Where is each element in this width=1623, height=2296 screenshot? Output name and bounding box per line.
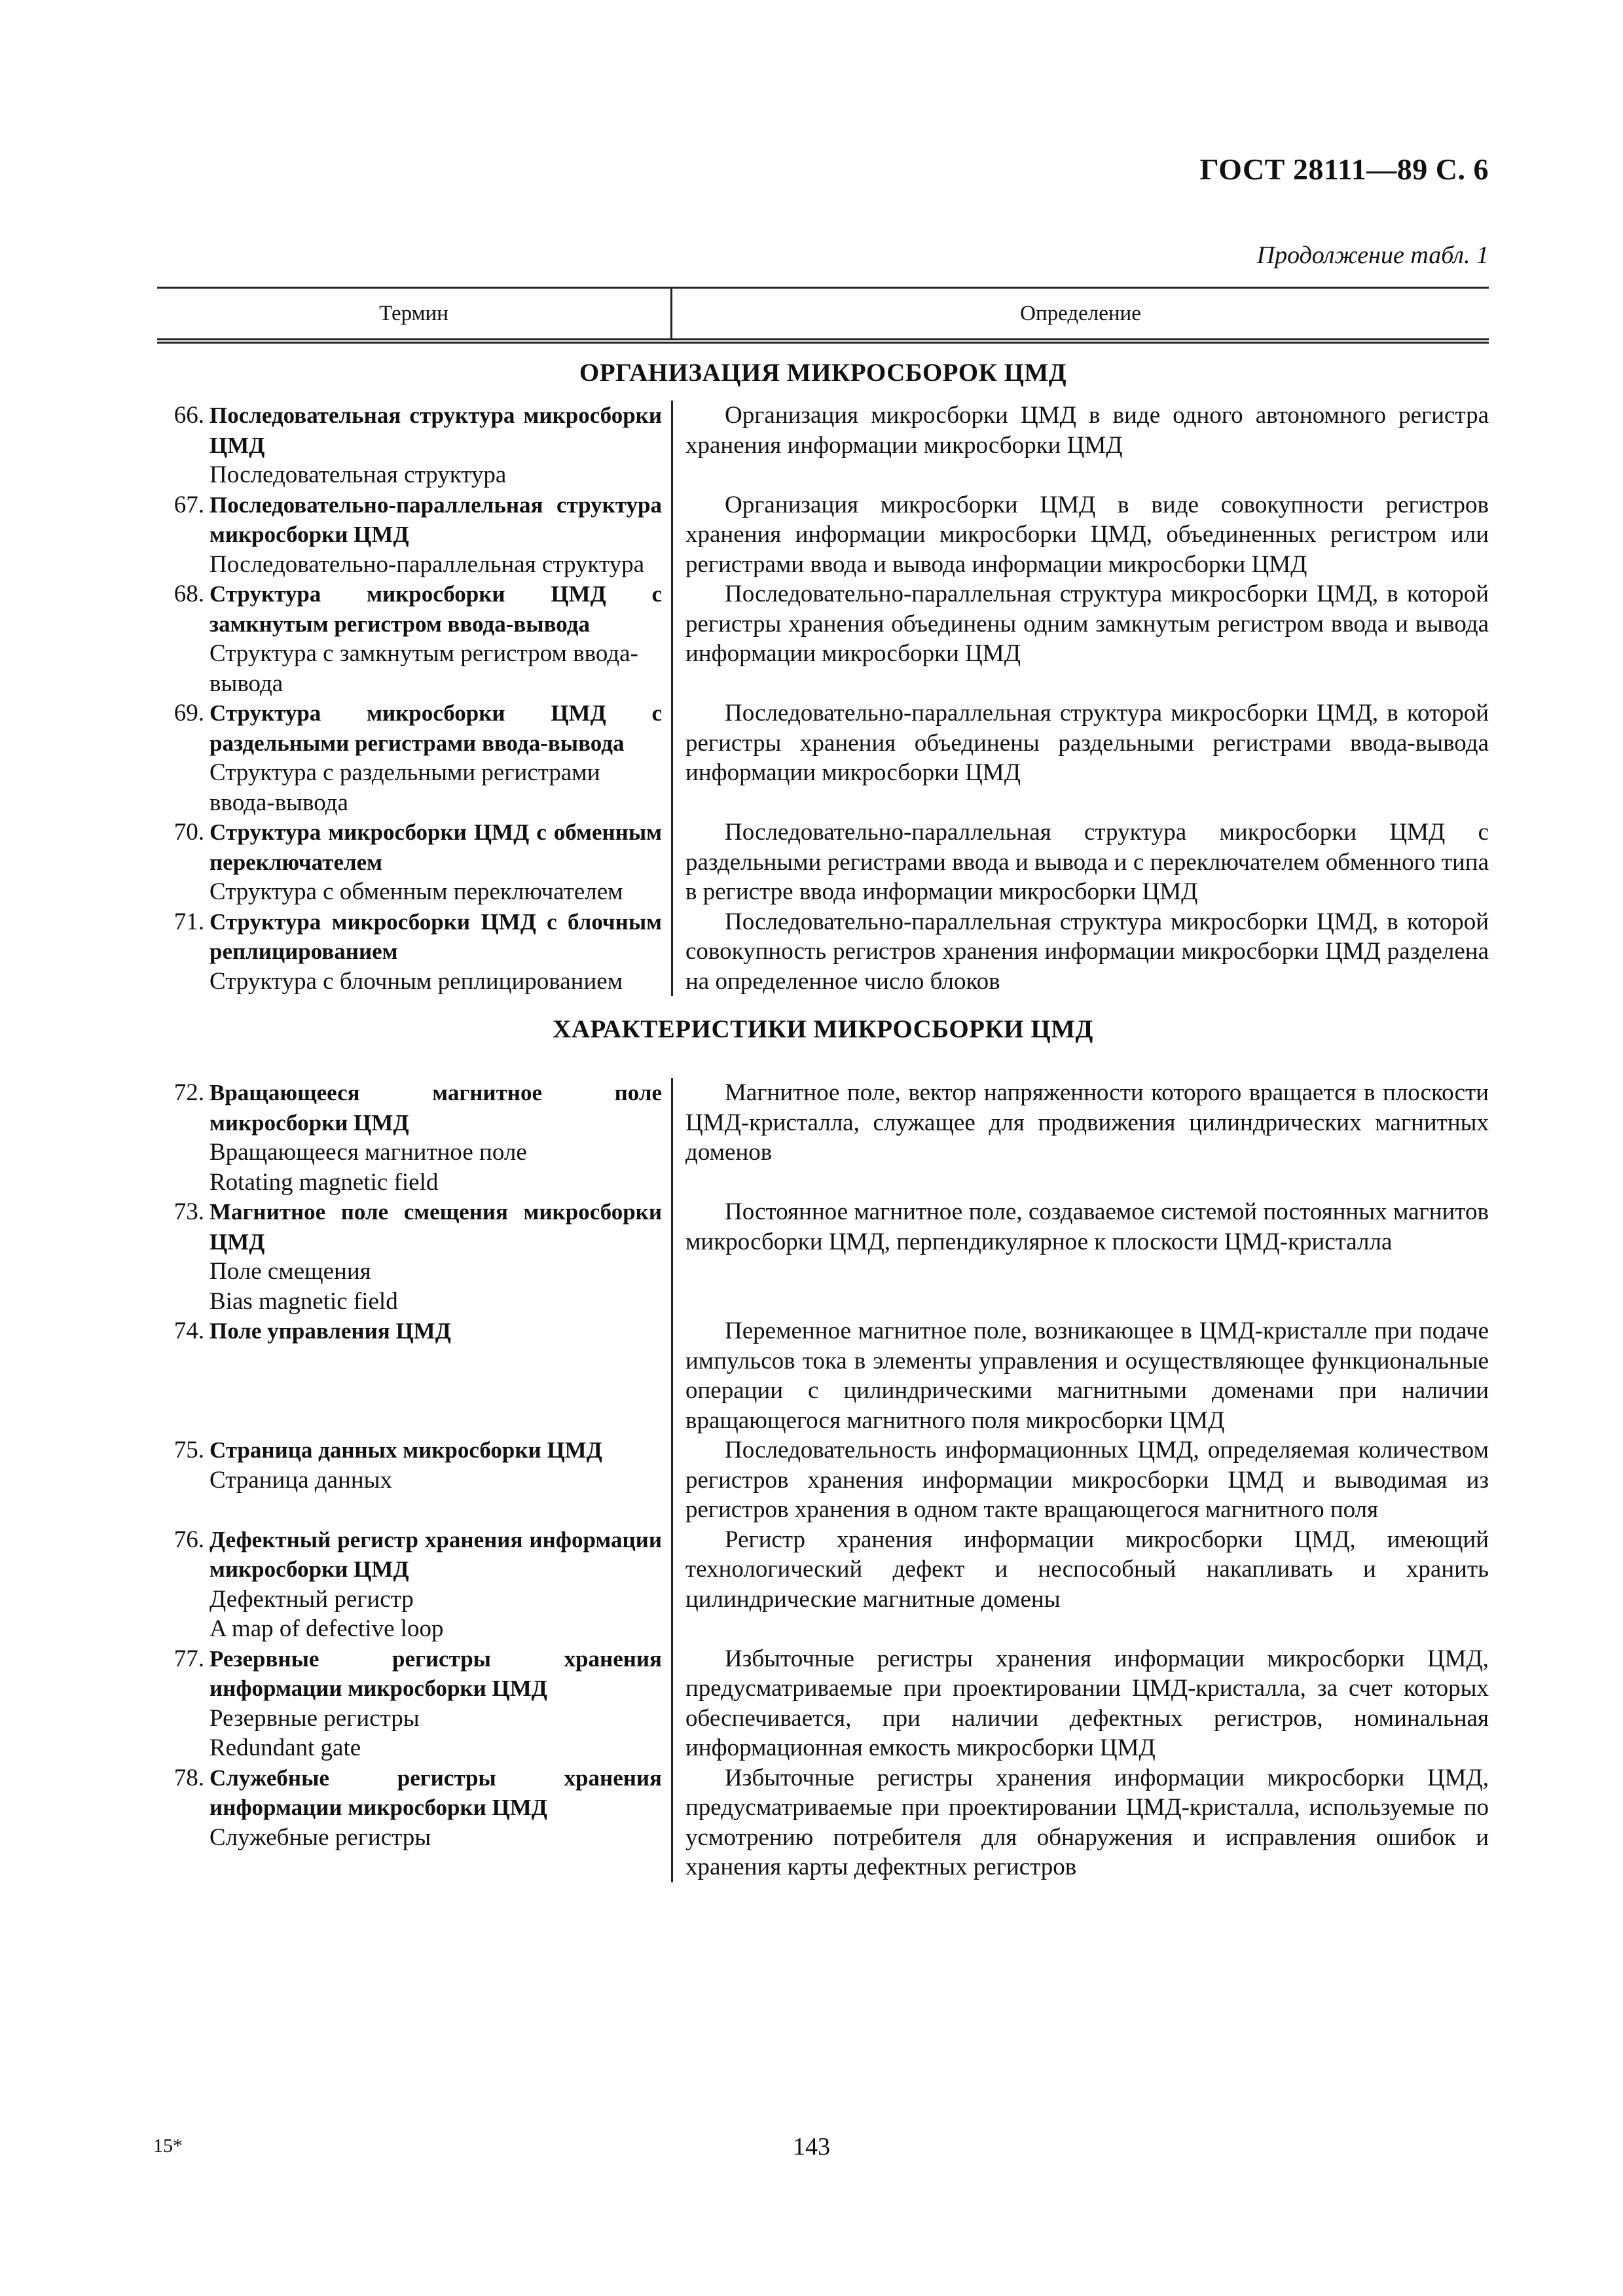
term-name: Магнитное поле смещения микросборки ЦМД xyxy=(210,1199,662,1255)
term-text xyxy=(210,1316,662,1435)
term-number: 78. xyxy=(173,1764,204,1791)
term-name: Поле управления ЦМД xyxy=(210,1318,451,1344)
term-cell xyxy=(157,1316,671,1435)
definition-cell: Избыточные регистры хранения информации микросборки ЦМД, предусматриваемые при проектировании ЦМД-кристалла, за счет которых обеспечивается, при наличии дефектных регистров, номинальная информационная емкость микросборки ЦМД xyxy=(685,1645,1489,1761)
term-text xyxy=(210,401,662,490)
term-cell xyxy=(157,401,671,490)
term-synonym: A map of defective loop xyxy=(210,1615,444,1642)
definition-cell: Последовательность информационных ЦМД, определяемая количеством регистров хранения информации микросборки ЦМД и выводимая из регистров хранения в одном такте вращающегося магнитного поля xyxy=(685,1437,1489,1523)
term-cell xyxy=(157,907,671,997)
term-synonym: Bias magnetic field xyxy=(210,1287,398,1315)
term-number: 75. xyxy=(173,1437,204,1463)
term-synonym: Резервные регистры xyxy=(210,1704,420,1732)
term-name: Вращающееся магнитное поле микросборки ЦМД xyxy=(210,1080,662,1136)
term-synonym: Структура с раздельными регистрами ввода-вывода xyxy=(210,759,600,816)
definition-cell: Избыточные регистры хранения информации микросборки ЦМД, предусматриваемые при проектировании ЦМД-кристалла, используемые по усмотрению потребителя для обнаружения и исправления ошибок и хранения карты дефектных регистров xyxy=(685,1764,1489,1880)
table-continuation-caption: Продолжение табл. 1 xyxy=(1256,242,1489,269)
table-row xyxy=(157,1316,1489,1435)
signature-mark: 15* xyxy=(153,2135,183,2157)
term-text xyxy=(210,698,662,817)
term-name: Структура микросборки ЦМД с блочным реплицированием xyxy=(210,908,662,964)
document-reference: ГОСТ 28111—89 С. 6 xyxy=(1199,152,1489,186)
term-number: 77. xyxy=(173,1645,204,1672)
term-number: 68. xyxy=(173,581,204,607)
term-number: 67. xyxy=(173,491,204,518)
definition-cell: Переменное магнитное поле, возникающее в ЦМД-кристалле при подаче импульсов тока в элементы управления и осуществляющее функциональные операции с цилиндрическими магнитными доменами при наличии вращающегося магнитного поля микросборки ЦМД xyxy=(685,1318,1489,1434)
term-cell xyxy=(157,1763,671,1882)
table-row xyxy=(157,1435,1489,1525)
term-name: Дефектный регистр хранения информации микросборки ЦМД xyxy=(210,1526,662,1582)
term-name: Служебные регистры хранения информации микросборки ЦМД xyxy=(210,1765,662,1820)
term-text xyxy=(210,1435,662,1525)
term-cell xyxy=(157,1644,671,1763)
table-row xyxy=(157,401,1489,490)
table-body xyxy=(157,344,1489,1882)
terms-table xyxy=(157,287,1489,1882)
page-number: 143 xyxy=(793,2133,830,2161)
table-header-row xyxy=(157,287,1489,344)
term-name: Последовательная структура микросборки ЦМД xyxy=(210,403,662,458)
term-name: Структура микросборки ЦМД с раздельными регистрами ввода-вывода xyxy=(210,700,662,756)
term-name: Страница данных микросборки ЦМД xyxy=(210,1437,602,1463)
section-rows xyxy=(157,401,1489,996)
term-synonym: Служебные регистры xyxy=(210,1823,431,1851)
table-row xyxy=(157,907,1489,997)
table-row xyxy=(157,817,1489,907)
term-synonym: Структура с обменным переключателем xyxy=(210,878,623,905)
term-synonym: Структура с блочным реплицированием xyxy=(210,967,623,995)
term-text xyxy=(210,1644,662,1763)
table-row xyxy=(157,698,1489,817)
column-header-term: Термин xyxy=(157,289,672,338)
definition-cell: Организация микросборки ЦМД в виде одного автономного регистра хранения информации микросборки ЦМД xyxy=(685,402,1489,459)
table-row xyxy=(157,1763,1489,1882)
term-number: 72. xyxy=(173,1079,204,1106)
term-cell xyxy=(157,1435,671,1525)
table-row xyxy=(157,1078,1489,1197)
term-synonym: Последовательная структура xyxy=(210,461,507,488)
term-cell xyxy=(157,579,671,698)
term-name: Структура микросборки ЦМД с обменным переключателем xyxy=(210,819,662,875)
term-synonym: Дефектный регистр xyxy=(210,1585,414,1613)
term-synonym: Поле смещения xyxy=(210,1258,371,1285)
term-text xyxy=(210,817,662,907)
term-cell xyxy=(157,1525,671,1644)
term-name: Резервные регистры хранения информации микросборки ЦМД xyxy=(210,1645,662,1701)
term-cell xyxy=(157,1078,671,1197)
term-cell xyxy=(157,698,671,817)
term-synonym: Rotating magnetic field xyxy=(210,1168,439,1196)
definition-cell: Постоянное магнитное поле, создаваемое системой постоянных магнитов микросборки ЦМД, перпендикулярное к плоскости ЦМД-кристалла xyxy=(685,1198,1489,1255)
term-text xyxy=(210,1525,662,1644)
term-text xyxy=(210,1763,662,1882)
table-row xyxy=(157,1197,1489,1316)
definition-cell: Последовательно-параллельная структура микросборки ЦМД, в которой регистры хранения объединены одним замкнутым регистром ввода и вывода информации микросборки ЦМД xyxy=(685,581,1489,667)
definition-cell: Регистр хранения информации микросборки ЦМД, имеющий технологический дефект и неспособный накапливать и хранить цилиндрические магнитные домены xyxy=(685,1526,1489,1613)
term-name: Структура микросборки ЦМД с замкнутым регистром ввода-вывода xyxy=(210,581,662,637)
term-name: Последовательно-параллельная структура микросборки ЦМД xyxy=(210,492,662,547)
definition-cell: Организация микросборки ЦМД в виде совокупности регистров хранения информации микросборки ЦМД, объединенных регистром или регистрами ввода и вывода информации микросборки ЦМД xyxy=(685,491,1489,578)
term-text xyxy=(210,579,662,698)
term-text xyxy=(210,1078,662,1197)
term-number: 71. xyxy=(173,908,204,935)
column-header-definition: Определение xyxy=(1020,301,1141,325)
table-row xyxy=(157,490,1489,580)
term-synonym: Redundant gate xyxy=(210,1734,361,1761)
table-row xyxy=(157,1644,1489,1763)
term-cell xyxy=(157,1197,671,1316)
term-cell xyxy=(157,490,671,580)
term-synonym: Вращающееся магнитное поле xyxy=(210,1139,527,1166)
term-number: 70. xyxy=(173,819,204,846)
definition-cell: Магнитное поле, вектор напряженности которого вращается в плоскости ЦМД-кристалла, служащее для продвижения цилиндрических магнитных доменов xyxy=(685,1079,1489,1166)
table-row xyxy=(157,579,1489,698)
definition-cell: Последовательно-параллельная структура микросборки ЦМД, в которой регистры хранения объединены раздельными регистрами ввода-вывода информации микросборки ЦМД xyxy=(685,700,1489,786)
term-number: 73. xyxy=(173,1198,204,1225)
term-text xyxy=(210,490,662,580)
term-cell xyxy=(157,817,671,907)
term-text xyxy=(210,907,662,997)
term-synonym: Структура с замкнутым регистром ввода-вывода xyxy=(210,640,638,697)
table-row xyxy=(157,1525,1489,1644)
term-synonym: Последовательно-параллельная структура xyxy=(210,550,645,578)
section-title: ХАРАКТЕРИСТИКИ МИКРОСБОРКИ ЦМД xyxy=(553,1015,1093,1043)
term-text xyxy=(210,1197,662,1316)
definition-cell: Последовательно-параллельная структура микросборки ЦМД, в которой совокупность регистров хранения информации микросборки ЦМД разделена на определенное число блоков xyxy=(685,908,1489,995)
definition-cell: Последовательно-параллельная структура микросборки ЦМД с раздельными регистрами ввода и вывода и с переключателем обменного типа в регистре ввода информации микросборки ЦМД xyxy=(685,819,1489,905)
term-number: 74. xyxy=(173,1318,204,1344)
section-rows xyxy=(157,1078,1489,1882)
term-synonym: Страница данных xyxy=(210,1466,393,1494)
term-number: 69. xyxy=(173,700,204,726)
term-number: 66. xyxy=(173,402,204,429)
term-number: 76. xyxy=(173,1526,204,1553)
section-title: ОРГАНИЗАЦИЯ МИКРОСБОРОК ЦМД xyxy=(579,359,1067,387)
